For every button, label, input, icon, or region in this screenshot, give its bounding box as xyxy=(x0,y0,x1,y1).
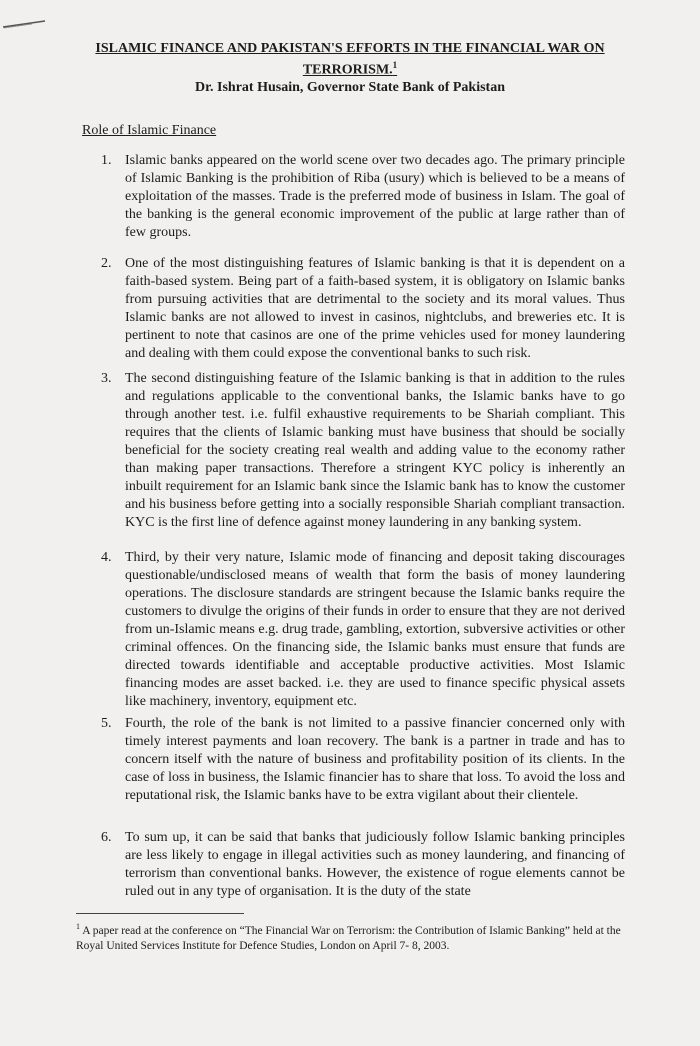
title-line-2: TERRORISM.$^1$ xyxy=(302,60,398,78)
item-number: 6. xyxy=(101,830,112,845)
item-number: 1. xyxy=(101,153,112,168)
section-heading: Role of Islamic Finance xyxy=(82,123,217,138)
item-number: 3. xyxy=(101,371,112,386)
item-text: Fourth, the role of the bank is not limited to a passive financier concerned only with timely interest payments and loan recovery. The bank is a partner in trade and has to concern itself with the nature of business and profitability position of its clients. In the case of loss in business, the Islamic financier has to share that loss. To avoid the loss and reputational risk, the Islamic banks have to be extra vigilant about their clientele. xyxy=(125,716,625,803)
item-number: 2. xyxy=(101,256,112,271)
pen-mark-icon xyxy=(2,18,46,30)
title-line-1: ISLAMIC FINANCE AND PAKISTAN'S EFFORTS IN THE FINANCIAL WAR ON xyxy=(95,41,605,56)
item-text: Third, by their very nature, Islamic mode of financing and deposit taking discourages questionable/undisclosed means of wealth that form the basis of money laundering operations. The disclosure standards are stringent because the Islamic banks require the customers to divulge the origins of their funds in order to ensure that they are not derived from un-Islamic means e.g. drug trade, gambling, extortion, subversive activities or other criminal offences. On the financing side, the Islamic banks must ensure that funds are directed towards identifiable and acceptable productive activities. Most Islamic financing modes are asset backed. i.e. they are used to finance specific physical assets like machinery, inventory, equipment etc. xyxy=(125,550,625,709)
item-number: 5. xyxy=(101,716,112,731)
item-text: To sum up, it can be said that banks that judiciously follow Islamic banking principles are less likely to engage in illegal activities such as money laundering, and financing of terrorism than conventional banks. However, the existence of rogue elements cannot be ruled out in any type of organisation. It is the duty of the state xyxy=(125,830,625,899)
item-number: 4. xyxy=(101,550,112,565)
footnote-divider xyxy=(76,913,244,914)
title-footnote-ref: 1 xyxy=(392,60,398,70)
footnote-text: A paper read at the conference on “The Financial War on Terrorism: the Contribution of Islamic Banking” held at the Royal United Services Institute for Defence Studies, London on April 7- 8, 2003. xyxy=(76,924,621,952)
item-text: The second distinguishing feature of the Islamic banking is that in addition to the rules and regulations applicable to the conventional banks, the Islamic banks have to go through another test. i.e. fulfil exhaustive requirements to be Shariah compliant. This requires that the clients of Islamic banking must have business that should be socially beneficial for the society creating real wealth and adding value to the economy rather than making paper transactions. Therefore a stringent KYC policy is inherently an inbuilt requirement for an Islamic bank since the Islamic bank has to know the customer and his business before getting into a socially responsible Shariah compliant transaction. KYC is the first line of defence against money laundering in any banking system. xyxy=(125,371,625,530)
item-text: Islamic banks appeared on the world scene over two decades ago. The primary principle of Islamic Banking is the prohibition of Riba (usury) which is believed to be a means of exploitation of the masses. Trade is the preferred mode of business in Islam. The goal of the banking is the general economic improvement of the public at large rather than of few groups. xyxy=(125,153,625,240)
document-title xyxy=(60,40,640,96)
author-line: Dr. Ishrat Husain, Governor State Bank of Pakistan xyxy=(195,79,505,95)
item-text: One of the most distinguishing features of Islamic banking is that it is dependent on a faith-based system. Being part of a faith-based system, it is obligatory on Islamic banks from pursuing activities that are detrimental to the society and its moral values. Thus Islamic banks are not allowed to invest in casinos, nightclubs, and breweries etc. It is pertinent to note that casinos are one of the prime vehicles used for money laundering and dealing with them could expose the conventional banks to such risk. xyxy=(125,256,625,361)
footnote xyxy=(76,919,636,954)
footnote-marker: 1 xyxy=(76,922,80,931)
